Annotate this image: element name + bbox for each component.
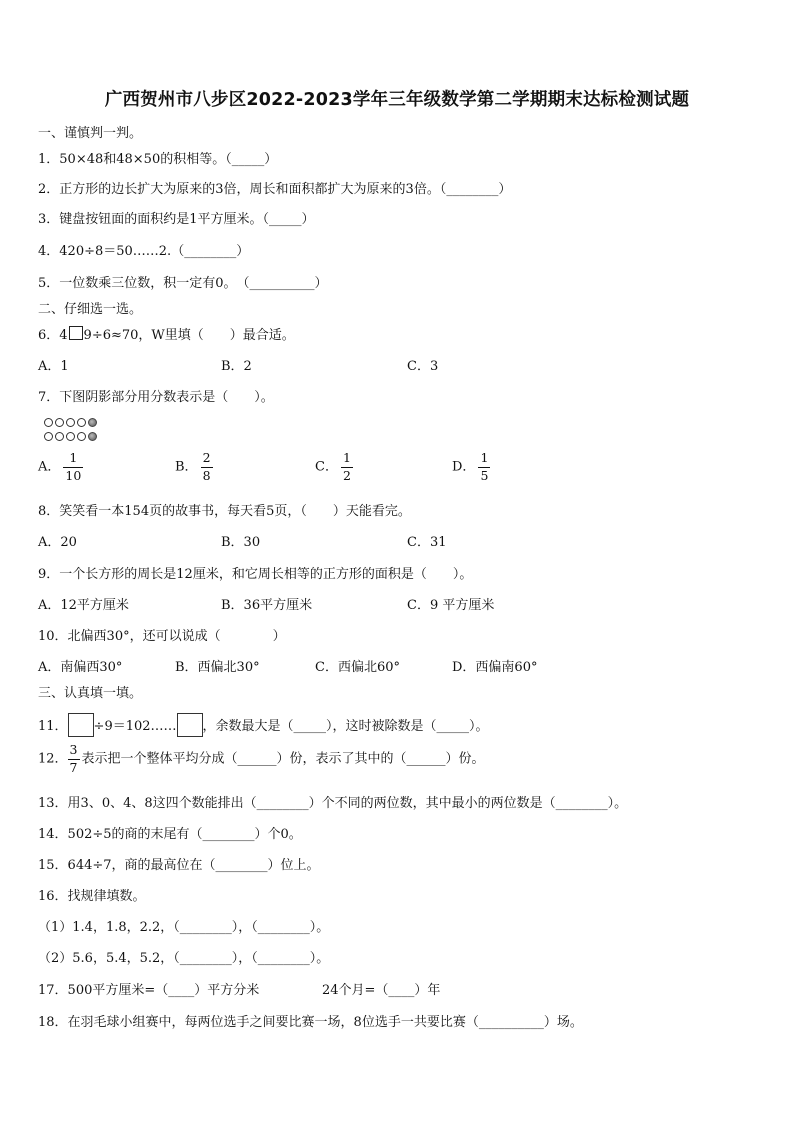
question-12-text: 表示把一个整体平均分成（______）份，表示了其中的（______）份。	[81, 751, 485, 767]
circle-row	[44, 432, 97, 441]
option-b: B．西偏北30°	[175, 660, 260, 675]
option-b	[175, 452, 216, 482]
question-4: 4．420÷8＝50……2.（________）	[38, 244, 250, 259]
question-number: 12．	[38, 751, 68, 767]
option-label: D．	[452, 459, 476, 475]
fraction-numerator: 1	[480, 450, 489, 465]
shaded-circle	[88, 432, 97, 441]
question-number: 11．	[38, 719, 68, 734]
option-c: C．9 平方厘米	[407, 598, 495, 613]
page-title: 广西贺州市八步区2022-2023学年三年级数学第二学期期末达标检测试题	[104, 90, 690, 110]
blank-square	[69, 326, 83, 340]
fraction-denominator: 10	[65, 467, 82, 483]
fraction-numerator: 2	[202, 450, 211, 465]
shaded-circle	[88, 418, 97, 427]
fraction-numerator: 3	[69, 742, 78, 757]
option-c: C．西偏北60°	[315, 660, 400, 675]
circle-row	[44, 418, 97, 427]
circle	[44, 432, 53, 441]
question-11	[38, 713, 489, 737]
option-a: A．20	[38, 535, 77, 550]
circle	[55, 418, 64, 427]
fraction-denominator: 8	[202, 467, 211, 483]
option-label: A．	[38, 459, 61, 475]
option-a: A．南偏西30°	[38, 660, 123, 675]
question-6-suffix: 9÷6≈70，W里填（ ）最合适。	[83, 328, 295, 343]
circle	[44, 418, 53, 427]
option-label: B．	[175, 459, 198, 475]
fraction	[478, 452, 490, 482]
question-2: 2．正方形的边长扩大为原来的3倍，周长和面积都扩大为原来的3倍。（________）	[38, 182, 512, 197]
question-17	[38, 979, 441, 998]
option-b: B．36平方厘米	[221, 598, 313, 613]
fraction	[63, 452, 83, 482]
question-16-part-2: （2）5.6，5.4，5.2，（________），（________）。	[38, 951, 330, 966]
question-16: 16．找规律填数。	[38, 889, 146, 904]
question-12	[38, 744, 485, 774]
question-9: 9．一个长方形的周长是12厘米，和它周长相等的正方形的面积是（ ）。	[38, 567, 473, 582]
question-14: 14．502÷5的商的末尾有（________）个0。	[38, 827, 302, 842]
question-3: 3．键盘按钮面的面积约是1平方厘米。（_____）	[38, 212, 315, 227]
fraction	[201, 452, 213, 482]
question-10: 10．北偏西30°，还可以说成（ ）	[38, 629, 286, 644]
fraction-denominator: 5	[480, 467, 489, 483]
question-11-equation: ÷9＝102……	[93, 719, 177, 734]
option-a: A．12平方厘米	[38, 598, 129, 613]
circle	[77, 418, 86, 427]
question-17-part-1: 17．500平方厘米=（____）平方分米	[38, 983, 260, 998]
section-heading-1: 一、谨慎判一判。	[38, 126, 143, 141]
blank-box	[68, 713, 94, 737]
fraction	[341, 452, 353, 482]
circle	[66, 432, 75, 441]
fraction-denominator: 7	[69, 759, 78, 775]
option-d: D．西偏南60°	[452, 660, 538, 675]
option-a: A．1	[38, 359, 69, 374]
question-16-part-1: （1）1.4，1.8，2.2，（________），（________）。	[38, 920, 330, 935]
fraction-denominator: 2	[342, 467, 351, 483]
circle	[66, 418, 75, 427]
question-13: 13．用3、0、4、8这四个数能排出（________）个不同的两位数，其中最小的两位数是（________）。	[38, 796, 628, 811]
blank-box	[177, 713, 203, 737]
shaded-circles-figure	[44, 418, 97, 446]
circle	[77, 432, 86, 441]
question-18: 18．在羽毛球小组赛中，每两位选手之间要比赛一场，8位选手一共要比赛（__________）场。	[38, 1015, 583, 1030]
fraction-numerator: 1	[69, 450, 78, 465]
fraction-numerator: 1	[342, 450, 351, 465]
circle	[55, 432, 64, 441]
option-a	[38, 452, 86, 482]
option-c: C．3	[407, 359, 439, 374]
section-heading-2: 二、仔细选一选。	[38, 302, 143, 317]
question-6-prefix: 6．4	[38, 328, 68, 343]
question-5: 5．一位数乘三位数，积一定有0。 （__________）	[38, 276, 328, 291]
question-1: 1．50×48和48×50的积相等。（_____）	[38, 152, 278, 167]
question-6	[38, 324, 295, 343]
fraction	[68, 744, 80, 774]
question-15: 15．644÷7，商的最高位在（________）位上。	[38, 858, 320, 873]
option-b: B．30	[221, 535, 261, 550]
question-17-part-2: 24个月=（____）年	[322, 983, 441, 998]
question-7: 7．下图阴影部分用分数表示是（ ）。	[38, 390, 274, 405]
option-c	[315, 452, 356, 482]
option-d	[452, 452, 493, 482]
option-b: B．2	[221, 359, 252, 374]
option-label: C．	[315, 459, 338, 475]
option-c: C．31	[407, 535, 447, 550]
question-8: 8．笑笑看一本154页的故事书，每天看5页，（ ）天能看完。	[38, 504, 411, 519]
question-11-text: ，余数最大是（_____），这时被除数是（_____）。	[202, 719, 489, 734]
section-heading-3: 三、认真填一填。	[38, 686, 143, 701]
